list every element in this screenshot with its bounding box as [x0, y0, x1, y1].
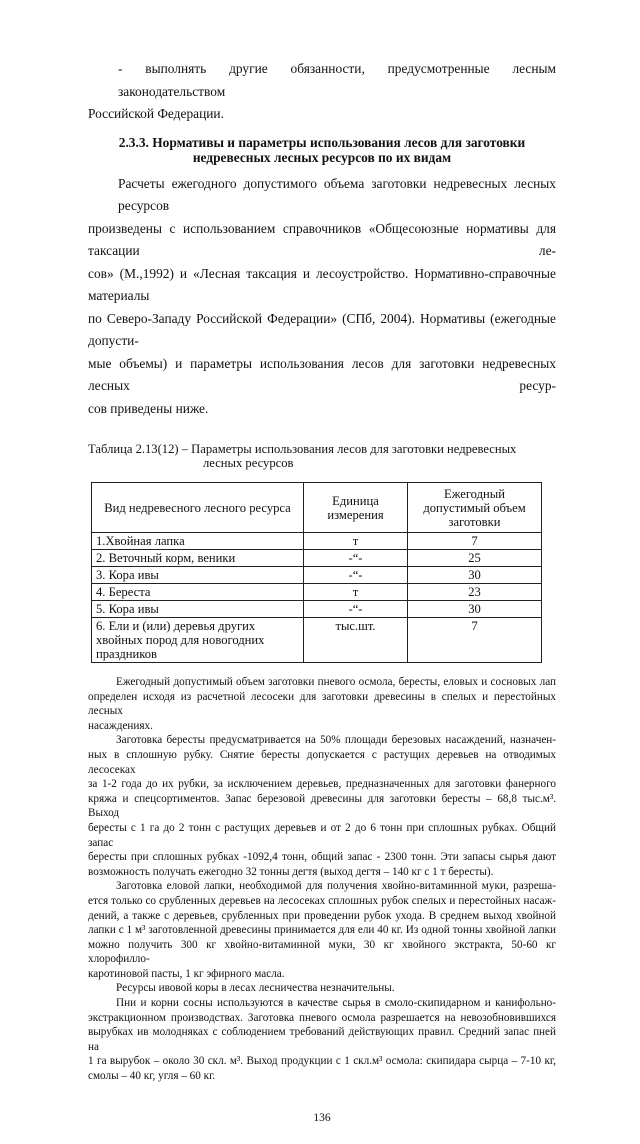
- text-line: за 1-2 года до их рубки, за исключением деревьев, предназначенных для заготовки фанерного: [88, 778, 556, 791]
- text-line: экстракционном производствах. Заготовка пневого осмола разрешается на невозобновившихся: [88, 1011, 556, 1024]
- table-cell: т: [304, 533, 408, 550]
- text-line: Пни и корни сосны используются в качестве сырья в смоло-скипидарном и канифольно-: [116, 997, 556, 1010]
- table-cell: 25: [408, 550, 542, 567]
- caption-line: Таблица 2.13(12) – Параметры использования лесов для заготовки недревесных: [88, 442, 517, 456]
- paragraph: [88, 733, 556, 879]
- table-cell: 30: [408, 601, 542, 618]
- intro-paragraph: [88, 58, 556, 126]
- text-line: Ежегодный допустимый объем заготовки пневого осмола, бересты, еловых и сосновых лап: [116, 676, 556, 688]
- heading-line: 2.3.3. Нормативы и параметры использования лесов для заготовки: [118, 134, 526, 150]
- text-line: определен исходя из расчетной лесосеки для заготовки древесины в спелых и перестойных лесных: [88, 690, 556, 718]
- table-cell: 7: [408, 533, 542, 550]
- text-line: бересты с 1 га до 2 тонн с растущих деревьев и от 2 до 6 тонн при сплошных рубках. Общий запас: [88, 821, 556, 849]
- table-cell: 23: [408, 584, 542, 601]
- column-header: Вид недревесного лесного ресурса: [92, 483, 304, 533]
- table-cell: 7: [408, 618, 542, 663]
- table-cell: 3. Кора ивы: [92, 567, 304, 584]
- text-line: насаждениях.: [88, 719, 153, 732]
- text-line: Российской Федерации.: [88, 106, 224, 121]
- table-cell: -“-: [304, 550, 408, 567]
- text-line: по Северо-Западу Российской Федерации» (СПб, 2004). Нормативы (ежегодные допусти-: [88, 310, 556, 348]
- text-line: Расчеты ежегодного допустимого объема заготовки недревесных лесных ресурсов: [118, 175, 556, 213]
- paragraph: [88, 879, 556, 981]
- caption-line: лесных ресурсов: [203, 456, 294, 470]
- text-line: ется только со срубленных деревьев на лесосеках сплошных рубок спелых и перестойных насаж-: [88, 894, 556, 907]
- text-line: возможность получать ежегодно 32 тонны дегтя (выход дегтя – 140 кг с 1 т бересты).: [88, 865, 494, 878]
- text-line: произведены с использованием справочников «Общесоюзные нормативы для таксации ле-: [88, 220, 556, 258]
- table-cell: 5. Кора ивы: [92, 601, 304, 618]
- text-line: мые объемы) и параметры использования лесов для заготовки недревесных лесных ресур-: [88, 355, 556, 393]
- text-line: можно получить 300 кг хвойно-витаминной муки, 30 кг хвойного экстракта, 50-60 кг хлорофилло-: [88, 938, 556, 966]
- text-line: смолы – 40 кг, угля – 60 кг.: [88, 1070, 216, 1083]
- text-line: Заготовка еловой лапки, необходимой для получения хвойно-витаминной муки, разреша-: [116, 880, 556, 893]
- table-cell: т: [304, 584, 408, 601]
- text-line: дений, а также с деревьев, срубленных при проведении рубок ухода. В среднем выход хвойной: [88, 909, 556, 922]
- table-row: [92, 550, 542, 567]
- paragraph: [88, 675, 556, 733]
- table-cell: -“-: [304, 601, 408, 618]
- text-line: каротиновой пасты, 1 кг эфирного масла.: [88, 967, 285, 980]
- table-row: [92, 618, 542, 663]
- text-line: 1 га вырубок – около 30 скл. м³. Выход продукции с 1 скл.м³ осмола: скипидара сырца – 7-10 кг,: [88, 1055, 556, 1068]
- paragraph: [88, 996, 556, 1084]
- table-cell: 6. Ели и (или) деревья других хвойных пород для новогодних праздников: [92, 618, 304, 663]
- table-cell: 1.Хвойная лапка: [92, 533, 304, 550]
- table-cell: 30: [408, 567, 542, 584]
- table-row: [92, 601, 542, 618]
- table-row: [92, 567, 542, 584]
- heading-line: недревесных лесных ресурсов по их видам: [192, 149, 452, 165]
- body-text: [88, 675, 556, 1084]
- text-line: - выполнять другие обязанности, предусмотренные лесным законодательством: [118, 61, 556, 99]
- table-caption: [88, 442, 556, 470]
- resources-table: [91, 482, 542, 663]
- text-line: ных в сплошную рубку. Снятие бересты допускается с растущих деревьев на отводимых лесосеках: [88, 748, 556, 776]
- paragraph-intro-calc: [88, 173, 556, 421]
- text-line: Заготовка бересты предусматривается на 50% площади березовых насаждений, назначен-: [116, 734, 556, 747]
- table-cell: 2. Веточный корм, веники: [92, 550, 304, 567]
- table-cell: тыс.шт.: [304, 618, 408, 663]
- table-cell: -“-: [304, 567, 408, 584]
- text-line: вырубках ив молодняках с соблюдением требований действующих правил. Средний запас пней на: [88, 1026, 556, 1053]
- text-line: лапки с 1 м³ заготовленной древесины принимается для ели 40 кг. Из одной тонны хвойной лапки: [88, 924, 556, 937]
- column-header: Единица измерения: [304, 483, 408, 533]
- table-row: [92, 584, 542, 601]
- text-line: Ресурсы ивовой коры в лесах лесничества незначительны.: [116, 982, 395, 995]
- page-number: 136: [313, 1111, 331, 1124]
- table-cell: 4. Береста: [92, 584, 304, 601]
- text-line: сов приведены ниже.: [88, 400, 209, 416]
- column-header: Ежегодный допустимый объем заготовки: [408, 483, 542, 533]
- text-line: кряжа и спецсортиментов. Запас березовой древесины для заготовки бересты – 68,8 тыс.м³. Выход: [88, 792, 556, 820]
- table-row: [92, 533, 542, 550]
- paragraph: [88, 981, 556, 996]
- text-line: сов» (М.,1992) и «Лесная таксация и лесоустройство. Нормативно-справочные материалы: [88, 265, 556, 303]
- section-heading: [88, 135, 556, 165]
- text-line: бересты при сплошных рубках -1092,4 тонн, общий запас - 2300 тонн. Эти запасы сырья дают: [88, 851, 556, 864]
